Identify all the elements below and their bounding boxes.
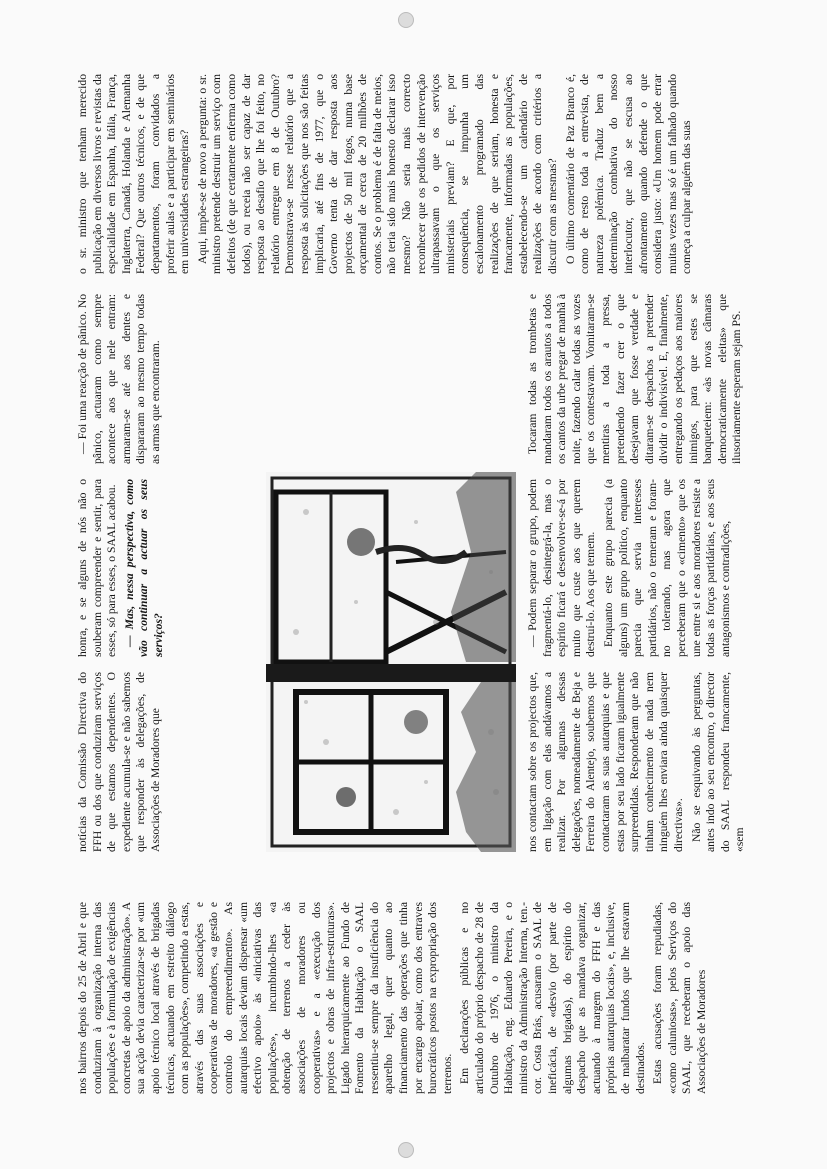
column-4-bottom: [526, 294, 748, 464]
photo-building-under-construction: [266, 472, 516, 852]
col5-paragraph-2: Aqui, impõe-se de novo a pergunta: o sr. ministro pretende destruir um serviço com defeitos (de que certamente enferma como todos), ou receia não ser capaz de dar resposta ao desafio que lhe foi feito, no relatório entregue em 8 de Outubro? Demonstrava-se nesse relatório que a resposta às solicitações que nos são feitas implicaria, até fins de 1977, que o Governo tenta de dar resposta aos projectos de 50 mil fogos, numa base orçamental de cerca de 20 milhões de contos. Se o problema é de falta de meios, não teria sido mais honesto declarar isso mesmo? Não seria mais correcto reconhecer que os pedidos de intervenção ultrapassavam o que os serviços ministeriais previam? E que, por consequência, se impunha um escalonamento programado das realizações de que seriam, honesta e francamente, informadas as populações, estabelecendo-se um calendário de realizações de acordo com critérios a discutir com as mesmas?: [195, 74, 559, 274]
col2-bottom-paragraph-1: nos contactam sobre os projectos que, em ligação com elas andávamos a realizar. Por algumas dessas delegações, nomeadamente de Beja e Ferreira do Alentejo, soubemos que contactaram as suas autarquias e que estas por seu lado ficaram igualmente surpreendidas. Responderam que não tinham conhecimento de nada nem ninguém lhes enviara ainda quaisquer directivas».: [526, 672, 685, 852]
column-3-bottom: [526, 479, 736, 657]
col4-bottom-paragraph: Tocaram todas as trombetas e mandaram todos os arautos a todos os cantos da urbe pregar de manhã à noite, fazendo calar todas as vozes que os contestavam. Vomitaram-se mentiras a toda a pressa, pretendendo fazer crer o que desejavam que fosse verdade e ditaram-se despachos a pretender dividir o indivisível. E, finalmente, entregando os pedaços aos maiores inimigos, para que estes se banqueteiem: «às novas câmaras democraticamente eleitas» que ilusoriamente esperam sejam PS.: [526, 294, 744, 464]
col2-top-paragraph: notícias da Comissão Directiva do FFH ou dos que conduziram serviços de que estamos dependentes. O expediente acumula-se e não sabemos que responder às delegações, de Associações de Moradores que: [76, 672, 162, 852]
col1-paragraph-3: Estas acusações foram repudiadas, «como caluniosas», pelos Serviços do SAAL, que receberam o apoio das Associações de Moradores: [651, 902, 708, 1094]
col5-paragraph-1: o sr. ministro que tenham merecido publicação em diversos livros e revistas da especialidade em Espanha, Itália, França, Inglaterra, Canadá, Holanda e Alemanha Federal? Que outros técnicos, e de que departamentos, foram convidados a proferir aulas e a participar em seminários em universidades estrangeiras?: [76, 74, 192, 274]
col3-bottom-paragraph-1: — Podem separar o grupo, podem fragmentá-lo, desintegrá-la, mas o espírito ficará e desenvolver-se-á por muito que custe aos que querem destruí-lo. Aos que temem.: [526, 479, 598, 657]
column-5: [76, 74, 698, 274]
col1-paragraph-1: nos bairros depois do 25 de Abril e que conduziram à organização interna das populações e à formulação de exigências concretas de apoio da administração». A sua acção devia caracterizar-se por «um apoio técnico local através de brigadas técnicas, actuando em estreito diálogo com as populações», competindo a estas, através das suas associações e cooperativas de moradores, «a gestão e controlo do empreendimento». As autarquias locais deviam dispensar «um efectivo apoio» às «iniciativas das populações», incumbindo-lhes «a obtenção de terrenos a ceder às associações de moradores ou cooperativas» e a «execução dos projectos e obras de infra-estruturas». Ligado hierarquicamente ao Fundo de Fomento da Habitação o SAAL ressentiu-se sempre da insuficiência do aparelho legal, quer quanto ao financiamento das operações que tinha por encargo apoiar, como dos entraves burocráticos postos na expropriação dos terrenos.: [76, 902, 454, 1094]
col3-top-paragraph-1: honra, e se alguns de nós não o souberam compreender e sentir, para esses, só para esses, o SAAL acabou.: [76, 479, 119, 657]
punch-hole-bottom: [398, 1142, 414, 1158]
punch-hole-top: [398, 12, 414, 28]
col3-bottom-paragraph-2: Enquanto este grupo parecia (a alguns) um grupo político, enquanto parecia que servia interesses partidários, não o temeram e foram-no tolerando, mas agora que perceberam que o «cimento» que os une entre si e aos moradores resiste a todas as forças partidárias, e aos seus antagonismos e contradições,: [601, 479, 732, 657]
col2-bottom-paragraph-2: Não se esquivando às perguntas, antes indo ao seu encontro, o director do SAAL respondeu francamente, «sem: [689, 672, 747, 852]
col3-interview-question: — Mas, nessa perspectiva, como vão continuar a actuar os seus serviços?: [122, 479, 165, 657]
column-1: [76, 902, 713, 1094]
col5-paragraph-3: O último comentário de Paz Branco é, como de resto toda a entrevista, de natureza polémica. Traduz bem a determinação combativa do nosso interlocutor, que não se escusa ao afrontamento quando defende o que considera justo: «Um homem pode errar muitas vezes mas só é um falhado quando começa a culpar alguém das suas: [563, 74, 694, 274]
col4-top-paragraph: — Foi uma reacção de pânico. No pânico, actuaram como sempre acontece aos que nele entram: armaram-se até aos dentes e dispararam ao mesmo tempo todas as armas que encontraram.: [76, 294, 162, 464]
column-2-bottom: [526, 672, 751, 852]
col1-paragraph-2: Em declarações públicas e no articulado do próprio despacho de 28 de Outubro de 1976, o ministro da Habitação, eng. Eduardo Pereira, e o ministro da Administração Interna, ten.-cor. Costa Brás, acusaram o SAAL de ineficácia, de «desvio (por parte de algumas brigadas), do espírito do despacho que as mandava organizar, actuando à margem do FFH e das próprias autarquias locais», e, inclusive, de malbaratar fundos que lhe estavam destinados.: [458, 902, 647, 1094]
column-2-top: [76, 672, 167, 852]
column-4-top: [76, 294, 167, 464]
rotated-newspaper-page: [68, 62, 768, 1102]
article-photo: [266, 472, 516, 852]
column-3-top: [76, 479, 170, 657]
